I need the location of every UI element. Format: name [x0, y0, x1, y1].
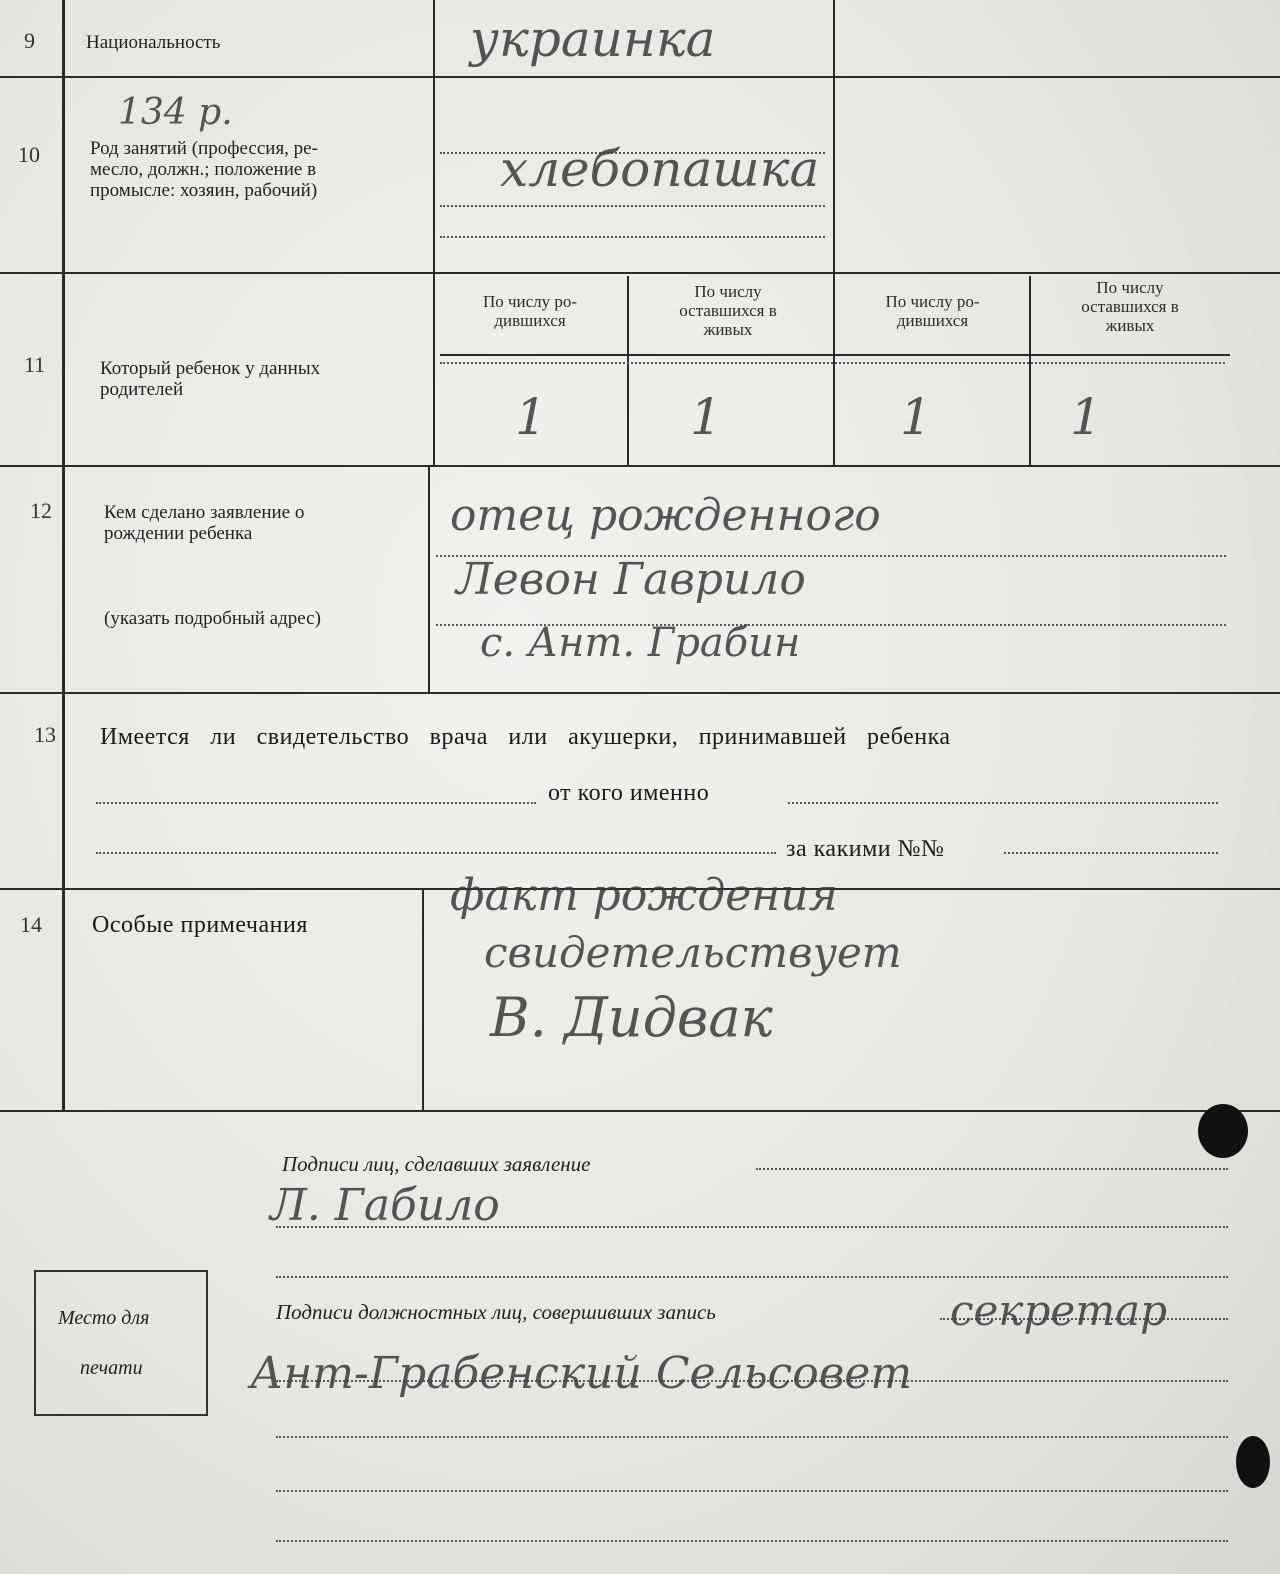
fill-line: [276, 1490, 1228, 1492]
header-line: живых: [1105, 316, 1155, 335]
label-line: Род занятий (профессия, ре-: [90, 138, 318, 159]
row-border-12: [0, 692, 1280, 694]
margin-note: 134 р.: [118, 92, 233, 133]
numbers-label: за какими №№: [786, 836, 945, 862]
header-line: дившихся: [494, 311, 566, 330]
fill-line: [276, 1540, 1228, 1542]
fill-line: [96, 852, 776, 854]
nationality-label: Национальность: [86, 32, 221, 53]
remarks-handwriting-line-1: факт рождения: [450, 870, 838, 921]
label-line: рождении ребенка: [104, 523, 253, 544]
label-line: месло, должн.; положение в: [90, 159, 317, 180]
header-line: оставшихся в: [679, 301, 777, 320]
header-line: По числу: [694, 282, 762, 301]
col-header-alive-1: [632, 282, 824, 339]
certificate-question: Имеется ли свидетельство врача или акушерки, принимавшей ребенка: [100, 724, 951, 750]
applicant-signature: Л. Габило: [270, 1180, 500, 1231]
row-number-10: 10: [18, 142, 40, 167]
fill-line: [1004, 852, 1218, 854]
label-line: Который ребенок у данных: [100, 358, 321, 379]
row-number-14: 14: [20, 912, 42, 937]
remarks-handwriting-line-2: свидетельствует: [484, 928, 902, 977]
row-number-12: 12: [30, 498, 52, 523]
nationality-handwriting: украинка: [470, 10, 716, 68]
label-line: родителей: [100, 379, 184, 400]
header-line: По числу ро-: [482, 292, 578, 311]
remarks-label: Особые примечания: [92, 912, 308, 938]
official-word: секретар: [950, 1286, 1167, 1335]
row-number-13: 13: [34, 722, 56, 747]
column-divider-14: [422, 890, 424, 1110]
column-divider-12: [428, 466, 430, 694]
header-line: дившихся: [896, 311, 969, 330]
row-border-10: [0, 272, 1280, 274]
fill-line: [788, 802, 1218, 804]
row-number-9: 9: [24, 28, 35, 53]
row-border-9: [0, 76, 1280, 78]
binding-hole: [1236, 1436, 1270, 1488]
fill-line: [440, 362, 1225, 364]
stamp-line-1: Место для: [58, 1307, 150, 1329]
column-divider-2: [833, 0, 835, 466]
official-signatures-label: Подписи должностных лиц, совершивших запись: [276, 1300, 716, 1324]
fill-line: [440, 236, 825, 238]
fill-line: [96, 802, 536, 804]
label-line: Кем сделано заявление о: [104, 502, 305, 523]
header-line: По числу ро-: [885, 292, 980, 311]
subcolumn-divider-a: [627, 276, 629, 466]
remarks-handwriting-line-3: В. Дидвак: [490, 986, 773, 1049]
header-line: По числу: [1096, 278, 1164, 297]
col-header-alive-2: [1034, 278, 1226, 335]
binding-hole: [1198, 1104, 1248, 1158]
applicant-handwriting-line-1: отец рожденного: [450, 490, 881, 541]
stamp-line-2: печати: [80, 1357, 143, 1379]
left-margin-line: [62, 0, 65, 1110]
child-order-value-1: 1: [515, 388, 547, 446]
col-header-born-1: [440, 292, 620, 330]
row-border-14: [0, 1110, 1280, 1112]
applicant-handwriting-line-3: с. Ант. Грабин: [480, 620, 801, 666]
from-whom-label: от кого именно: [548, 780, 710, 806]
stamp-box: [34, 1270, 208, 1416]
child-order-value-2: 1: [690, 388, 722, 446]
col-header-rule: [440, 354, 1230, 356]
header-line: оставшихся в: [1081, 297, 1179, 316]
column-divider-1: [433, 0, 435, 466]
child-order-value-3: 1: [900, 388, 932, 446]
fill-line: [276, 1436, 1228, 1438]
address-label: (указать подробный адрес): [104, 608, 321, 629]
fill-line: [756, 1168, 1228, 1170]
applicant-signatures-label: Подписи лиц, сделавших заявление: [282, 1152, 591, 1176]
child-order-label: [100, 358, 320, 400]
occupation-handwriting: хлебопашка: [500, 140, 820, 198]
row-number-11: 11: [24, 352, 46, 377]
fill-line: [440, 205, 825, 207]
row-border-11: [0, 465, 1280, 467]
official-signature: Ант-Грабенский Сельсовет: [250, 1348, 913, 1399]
label-line: промысле: хозяин, рабочий): [90, 180, 318, 201]
applicant-label: [104, 502, 304, 544]
applicant-handwriting-line-2: Левон Гаврило: [456, 554, 806, 605]
header-line: живых: [703, 320, 753, 339]
subcolumn-divider-b: [1029, 276, 1031, 466]
fill-line: [276, 1276, 1228, 1278]
occupation-label: [90, 138, 318, 201]
child-order-value-4: 1: [1070, 388, 1102, 446]
col-header-born-2: [840, 292, 1025, 330]
